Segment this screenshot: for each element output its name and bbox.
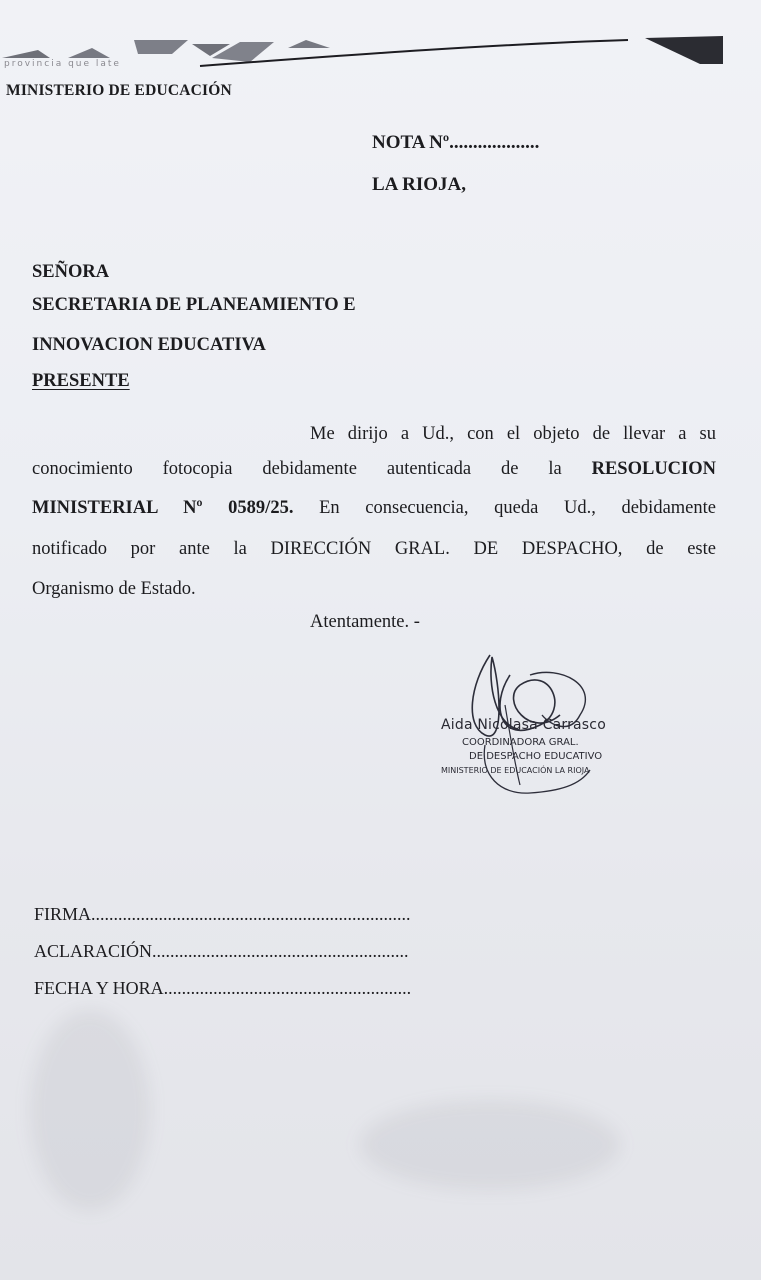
firma-field: FIRMA....................................................................... bbox=[34, 904, 411, 924]
signatory-title: DE DESPACHO EDUCATIVO bbox=[469, 751, 603, 762]
addressee-presente: PRESENTE bbox=[32, 371, 130, 391]
body-line-5: Organismo de Estado. bbox=[32, 579, 196, 599]
body-line-1: Me dirijo a Ud., con el objeto de llevar a su bbox=[310, 424, 716, 444]
nota-number: NOTA Nº................... bbox=[372, 132, 540, 153]
ministry-heading: MINISTERIO DE EDUCACIÓN bbox=[6, 82, 232, 99]
body-text: conocimiento fotocopia debidamente autenticada de la bbox=[32, 459, 592, 479]
letterhead-logo bbox=[0, 28, 761, 78]
letterhead-tagline: provincia que late bbox=[4, 59, 121, 69]
closing-salutation: Atentamente. - bbox=[310, 612, 420, 632]
addressee-line-2: SECRETARIA DE PLANEAMIENTO E bbox=[32, 295, 356, 315]
addressee-line-1: SEÑORA bbox=[32, 262, 110, 282]
paper-smudge bbox=[30, 1010, 150, 1210]
body-bold: RESOLUCION bbox=[591, 459, 716, 479]
body-bold: MINISTERIAL Nº 0589/25. bbox=[32, 498, 294, 518]
city-date: LA RIOJA, bbox=[372, 174, 466, 195]
body-text: En consecuencia, queda Ud., debidamente bbox=[293, 498, 716, 518]
paper-smudge bbox=[360, 1100, 620, 1190]
body-line-2 bbox=[32, 459, 716, 480]
signatory-organization: MINISTERIO DE EDUCACIÓN LA RIOJA bbox=[441, 766, 590, 775]
body-line-3 bbox=[32, 498, 716, 519]
addressee-line-3: INNOVACION EDUCATIVA bbox=[32, 335, 266, 355]
fecha-hora-field: FECHA Y HORA....................................................... bbox=[34, 978, 412, 998]
aclaracion-field: ACLARACIÓN......................................................... bbox=[34, 941, 409, 961]
signatory-name: Aida Nicolasa Carrasco bbox=[441, 717, 606, 733]
signatory-title: COORDINADORA GRAL. bbox=[462, 737, 579, 748]
body-line-4: notificado por ante la DIRECCIÓN GRAL. DE DESPACHO, de este bbox=[32, 539, 716, 559]
